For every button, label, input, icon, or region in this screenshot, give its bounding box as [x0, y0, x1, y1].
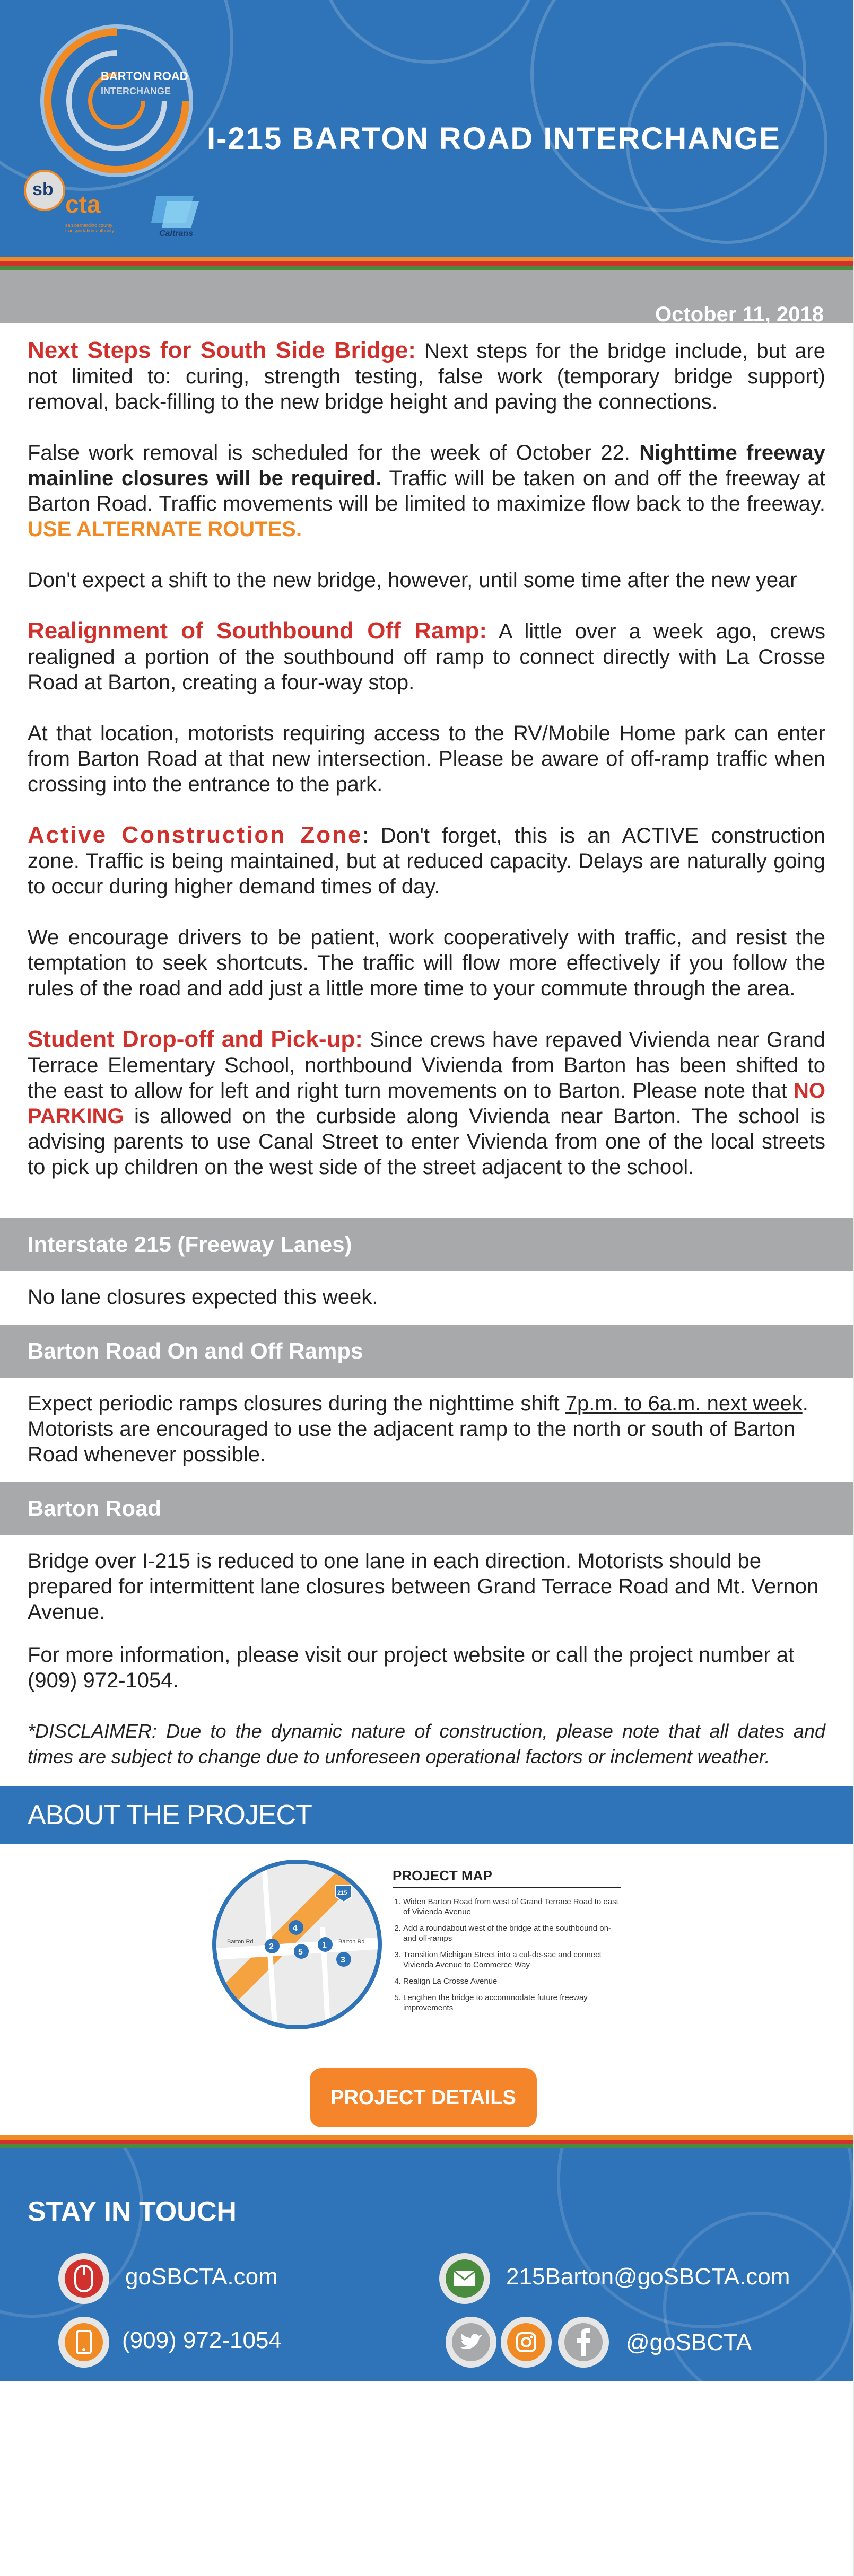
svg-text:Barton Rd: Barton Rd: [338, 1939, 365, 1945]
email-icon[interactable]: [439, 2253, 490, 2304]
website-icon[interactable]: [58, 2253, 109, 2304]
section-heading: Realignment of Southbound Off Ramp:: [28, 618, 487, 644]
section-header-freeway: Interstate 215 (Freeway Lanes): [0, 1218, 853, 1271]
section-heading: Active Construction Zone: [28, 822, 363, 848]
social-handle[interactable]: @goSBCTA: [626, 2329, 752, 2355]
paragraph: Next Steps for South Side Bridge: Next steps for the bridge include, but are not limited to: curing, strength testing, false work (temporary bridge support) removal, back-filling to the new bridge height and paving the connections.: [28, 337, 826, 414]
project-details-button[interactable]: PROJECT DETAILS: [310, 2068, 537, 2127]
svg-text:5: 5: [298, 1948, 303, 1957]
website-link[interactable]: goSBCTA.com: [125, 2264, 278, 2290]
phone-link[interactable]: (909) 972-1054: [122, 2327, 282, 2353]
divider-stripe: [0, 2135, 853, 2140]
instagram-icon[interactable]: [501, 2317, 552, 2368]
list-item: 4. Realign La Crosse Avenue: [403, 1976, 621, 1986]
page-title: I-215 BARTON ROAD INTERCHANGE: [207, 121, 781, 156]
section-heading: Next Steps for South Side Bridge:: [28, 337, 416, 363]
paragraph: At that location, motorists requiring access to the RV/Mobile Home park can enter from Barton Road at that new intersection. Please be aware of off-ramp traffic when crossing into the entrance to the park.: [28, 722, 825, 796]
svg-text:2: 2: [269, 1942, 274, 1951]
logo-wordmark: BARTON ROAD INTERCHANGE: [101, 69, 188, 97]
section-body: Bridge over I-215 is reduced to one lane in each direction. Motorists should be prepared for intermittent lane closures between Grand Terrace Road and Mt. Vernon Avenue.: [28, 1549, 819, 1624]
divider-stripe: [0, 2140, 853, 2144]
svg-text:Barton Rd: Barton Rd: [227, 1939, 254, 1945]
list-item: 2. Add a roundabout west of the bridge at the southbound on- and off-ramps: [403, 1923, 621, 1943]
barton-road-logo: [32, 16, 202, 186]
paragraph: Don't expect a shift to the new bridge, however, until some time after the new year: [28, 568, 797, 592]
section-body: No lane closures expected this week.: [28, 1285, 378, 1309]
paragraph: Realignment of Southbound Off Ramp: A little over a week ago, crews realigned a portion of the southbound off ramp to connect directly with La Crosse Road at Barton, creating a four-way stop.: [28, 618, 825, 694]
project-map-list: [393, 1897, 621, 2019]
facebook-icon[interactable]: [558, 2317, 609, 2368]
paragraph: Student Drop-off and Pick-up: Since crews have repaved Vivienda near Grand Terrace Elementary School, northbound Vivienda from Barton has been shifted to the east to allow for left and right turn movements on to Barton. Please note that NO PARKING is allowed on the curbside along Vivienda near Barton. The school is advising parents to use Canal Street to enter Vivienda from one of the local streets to pick up children on the west side of the street adjacent to the school.: [28, 1026, 825, 1179]
list-item: 3. Transition Michigan Street into a cul-de-sac and connect Vivienda Avenue to Commerce Way: [403, 1950, 621, 1970]
svg-text:215: 215: [337, 1890, 347, 1896]
divider-stripe: [0, 266, 853, 270]
section-heading: Student Drop-off and Pick-up:: [28, 1026, 363, 1052]
section-header-ramps: Barton Road On and Off Ramps: [0, 1325, 853, 1378]
divider-stripe: [0, 261, 853, 266]
twitter-icon[interactable]: [446, 2317, 496, 2368]
about-header: ABOUT THE PROJECT: [0, 1786, 853, 1844]
section-body: Expect periodic ramps closures during the nighttime shift 7p.m. to 6a.m. next week. Motorists are encouraged to use the adjacent ramp to the north or south of Barton Road whenever possible.: [28, 1392, 808, 1466]
project-map-section: [0, 1844, 853, 2130]
divider-stripe: [0, 2144, 853, 2148]
project-map-title: PROJECT MAP: [393, 1868, 621, 1888]
alert-text: NO PARKING: [28, 1079, 825, 1128]
disclaimer: *DISCLAIMER: Due to the dynamic nature of construction, please note that all dates and times are subject to change due to unforeseen operational factors or inclement weather.: [28, 1720, 825, 1767]
svg-text:4: 4: [293, 1924, 298, 1933]
footer: [0, 2148, 853, 2381]
sbcta-logo: sb cta san bernardino county transportation authority: [24, 170, 109, 233]
paragraph: False work removal is scheduled for the week of October 22. Nighttime freeway mainline closures will be required. Traffic will be taken on and off the freeway at Barton Road. Traffic movements will be limited to maximize flow back to the freeway. USE ALTERNATE ROUTES.: [28, 441, 825, 541]
paragraph: Active Construction Zone: Don't forget, this is an ACTIVE construction zone. Traffic is being maintained, but at reduced capacity. Delays are naturally going to occur during higher demand times of day.: [28, 822, 825, 898]
section-header-barton-road: Barton Road: [0, 1482, 853, 1535]
svg-text:1: 1: [322, 1941, 327, 1950]
alert-text: USE ALTERNATE ROUTES.: [28, 518, 302, 541]
list-item: 1. Widen Barton Road from west of Grand Terrace Road to east of Vivienda Avenue: [403, 1897, 621, 1917]
date-band: [0, 270, 853, 326]
stay-in-touch-title: STAY IN TOUCH: [28, 2196, 237, 2227]
paragraph: We encourage drivers to be patient, work cooperatively with traffic, and resist the temptation to seek shortcuts. The traffic will flow more effectively if you follow the rules of the road and add just a little more time to your commute through the area.: [28, 926, 825, 1000]
svg-text:3: 3: [341, 1956, 345, 1965]
contact-info-text: For more information, please visit our project website or call the project number at (909) 972-1054.: [28, 1643, 795, 1692]
email-link[interactable]: 215Barton@goSBCTA.com: [506, 2264, 790, 2290]
updates-content: [0, 323, 853, 1180]
list-item: 5. Lengthen the bridge to accommodate future freeway improvements: [403, 1993, 621, 2013]
divider-stripe: [0, 257, 853, 261]
project-map-image[interactable]: [212, 1860, 382, 2029]
header-banner: [0, 0, 853, 257]
svg-text:Caltrans: Caltrans: [159, 229, 194, 238]
phone-icon[interactable]: [58, 2317, 109, 2368]
caltrans-logo: [149, 191, 207, 239]
issue-date: October 11, 2018: [655, 303, 824, 326]
